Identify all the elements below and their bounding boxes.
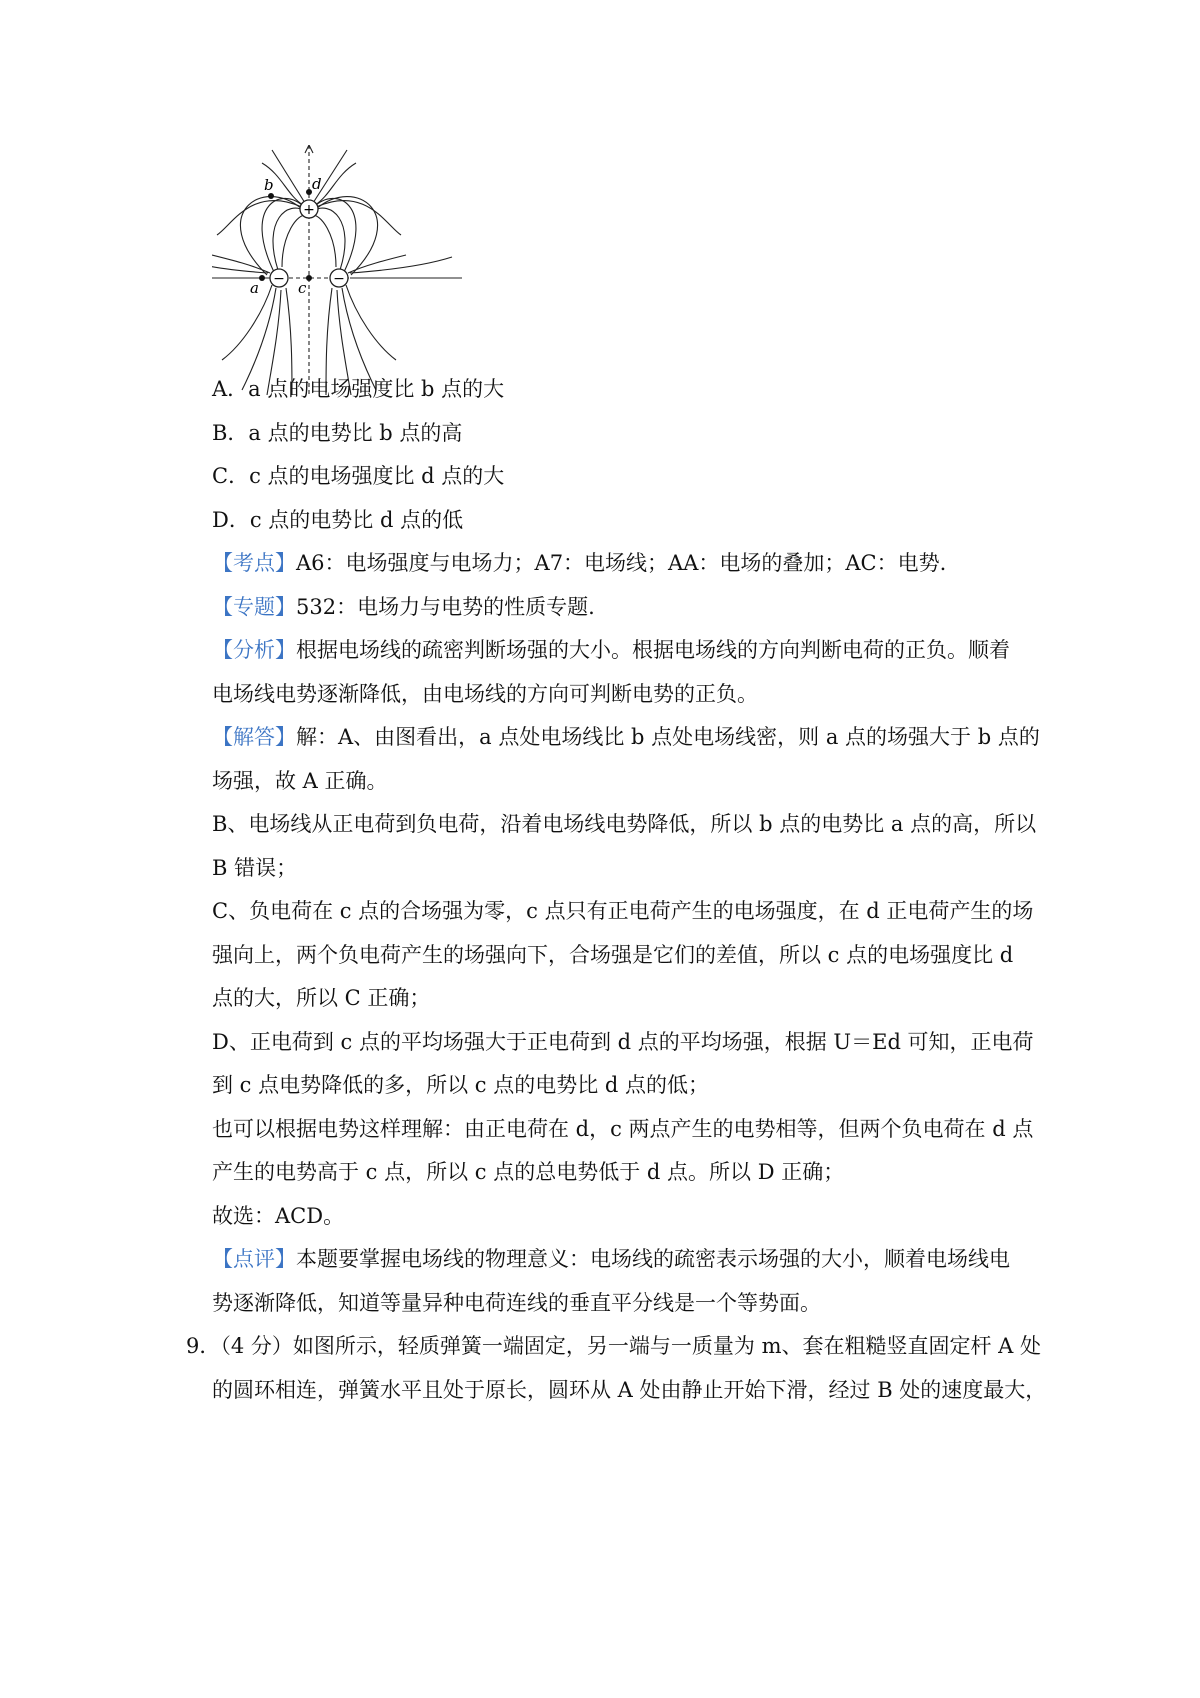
point-c-label: c xyxy=(298,279,307,297)
question-9-number: 9． xyxy=(186,1334,221,1358)
jieda-line-2: 场强，故 A 正确。 xyxy=(212,769,388,793)
jieda-line-11: 产生的电势高于 c 点，所以 c 点的总电势低于 d 点。所以 D 正确； xyxy=(212,1160,845,1184)
point-a-label: a xyxy=(250,279,259,297)
dianping-line-1 xyxy=(212,1244,1032,1274)
zhuanti-line xyxy=(212,592,1032,622)
jieda-line-7: 点的大，所以 C 正确； xyxy=(212,986,431,1010)
question-9-line-2: 的圆环相连，弹簧水平且处于原长，圆环从 A 处由静止开始下滑，经过 B 处的速度最大， xyxy=(212,1378,1047,1402)
field-line xyxy=(350,257,452,273)
kaodian-tag: 【考点】 xyxy=(212,551,296,575)
field-line xyxy=(212,257,268,273)
jieda-line-10: 也可以根据电势这样理解：由正电荷在 d，c 两点产生的电势相等，但两个负电荷在 d 点 xyxy=(212,1117,1034,1141)
point-c xyxy=(306,275,312,281)
fenxi-line-1 xyxy=(212,635,1032,665)
field-line xyxy=(217,200,302,235)
jieda-line-12: 故选：ACD。 xyxy=(212,1204,345,1228)
question-9-line-1 xyxy=(186,1331,1042,1361)
field-line xyxy=(346,285,396,360)
question-9-text-1: （4 分）如图所示，轻质弹簧一端固定，另一端与一质量为 m、套在粗糙竖直固定杆 A 处 xyxy=(220,1334,1042,1358)
jieda-line-9: 到 c 点电势降低的多，所以 c 点的电势比 d 点的低； xyxy=(212,1073,710,1097)
option-b: B．a 点的电势比 b 点的高 xyxy=(212,421,463,445)
fenxi-text-1: 根据电场线的疏密判断场强的大小。根据电场线的方向判断电荷的正负。顺着 xyxy=(296,638,1010,662)
option-c: C．c 点的电场强度比 d 点的大 xyxy=(212,464,505,488)
field-line xyxy=(314,198,356,272)
field-line xyxy=(222,285,272,360)
negative-charge-right-label: − xyxy=(333,271,345,287)
jieda-text-1: 解：A、由图看出，a 点处电场线比 b 点处电场线密，则 a 点的场强大于 b 点的 xyxy=(296,725,1040,749)
jieda-line-4: B 错误； xyxy=(212,856,298,880)
jieda-line-8: D、正电荷到 c 点的平均场强大于正电荷到 d 点的平均场强，根据 U＝Ed 可知，正电荷 xyxy=(212,1030,1034,1054)
dianping-tag: 【点评】 xyxy=(212,1247,296,1271)
zhuanti-text: 532：电场力与电势的性质专题. xyxy=(296,595,595,619)
jieda-line-6: 强向上，两个负电荷产生的场强向下，合场强是它们的差值，所以 c 点的电场强度比 d xyxy=(212,943,1014,967)
zhuanti-tag: 【专题】 xyxy=(212,595,296,619)
option-d: D．c 点的电势比 d 点的低 xyxy=(212,508,464,532)
point-b-label: b xyxy=(264,176,274,194)
field-line xyxy=(311,215,336,267)
jieda-line-3: B、电场线从正电荷到负电荷，沿着电场线电势降低，所以 b 点的电势比 a 点的高，所以 xyxy=(212,812,1037,836)
field-line xyxy=(262,198,304,272)
jieda-tag: 【解答】 xyxy=(212,725,296,749)
dianping-text-1: 本题要掌握电场线的物理意义：电场线的疏密表示场强的大小，顺着电场线电 xyxy=(296,1247,1010,1271)
field-line xyxy=(316,200,401,235)
point-a xyxy=(259,275,265,281)
kaodian-line xyxy=(212,548,1032,578)
fenxi-line-2: 电场线电势逐渐降低，由电场线的方向可判断电势的正负。 xyxy=(212,682,758,706)
option-a: A．a 点的电场强度比 b 点的大 xyxy=(212,377,505,401)
jieda-line-5: C、负电荷在 c 点的合场强为零，c 点只有正电荷产生的电场强度，在 d 正电荷产生的场 xyxy=(212,899,1034,923)
kaodian-text: A6：电场强度与电场力；A7：电场线；AA：电场的叠加；AC：电势. xyxy=(296,551,947,575)
fenxi-tag: 【分析】 xyxy=(212,638,296,662)
negative-charge-left-label: − xyxy=(273,271,285,287)
electric-field-figure xyxy=(212,145,462,395)
field-line xyxy=(282,215,307,267)
dianping-line-2: 势逐渐降低，知道等量异种电荷连线的垂直平分线是一个等势面。 xyxy=(212,1291,821,1315)
jieda-line-1 xyxy=(212,722,1040,752)
positive-charge-label: + xyxy=(303,202,315,218)
point-d-label: d xyxy=(312,175,322,193)
